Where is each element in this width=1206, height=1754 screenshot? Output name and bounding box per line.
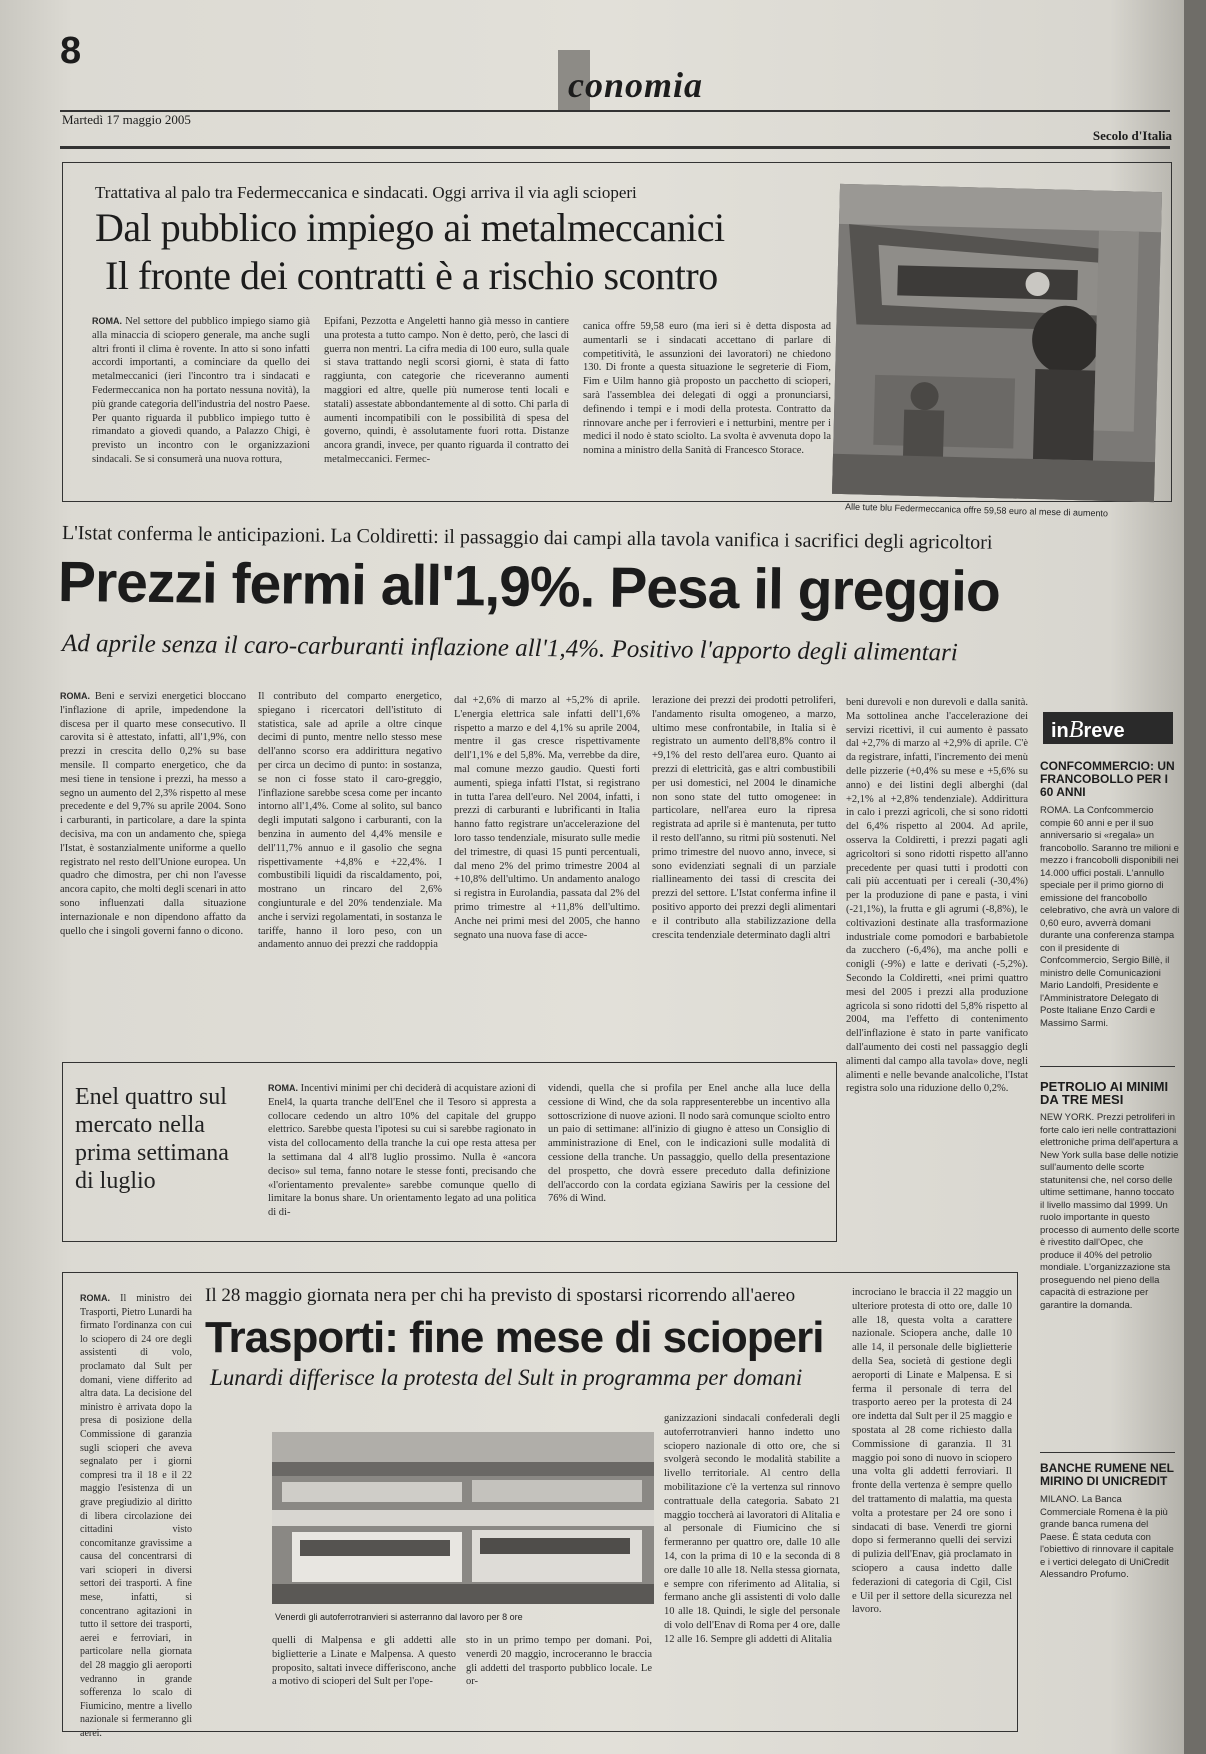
in-breve-item: [1040, 760, 1180, 1085]
article-contracts-headline-line1: Dal pubblico impiego ai metalmeccanici: [95, 205, 725, 250]
article-transport-subheadline: Lunardi differisce la protesta del Sult in programma per domani: [210, 1365, 803, 1390]
dateline: ROMA.: [92, 316, 122, 326]
article-transport-column-c: ganizzazioni sindacali confederali degli autoferrotranvieri hanno indetto uno sciopero nazionale di otto ore, che si svolgerà secondo le modalità stabilite a livello territoriale. Al centro della mobilitazione c'è la vertenza sul rinnovo contrattuale della categoria. Sabato 21 maggio toccherà ai lavoratori di Alitalia e al personale di Fiumicino che si fermeranno per quattro ore, dalle 10 alle 14, con la prima di 10 e la seconda di 8 ore dalle 10 alle 18. Nella stessa giornata, e sempre con riferimento ad Alitalia, si fermano anche gli assistenti di volo dalle 10 alle 18. Quindi, le sigle del personale di volo dell'Enav di Roma per 4 ore, dalle 12 alle 16. Sempre gli addetti di Alitalia: [664, 1413, 840, 1645]
in-breve-item: [1040, 1080, 1180, 1472]
article-enel-column-2: videndi, quella che si profila per Enel anche alla luce della cessione di Wind, che da sola rappresenterebbe un incentivo alla sottoscrizione di nuove azioni. Il nodo sarà comunque sciolto entro un paio di settimane: all'inizio di giugno è atteso un Consiglio di amministrazione di Enel, con le indicazioni sulle modalità di cessione della tranche. Un passaggio, quello della presentazione del prospetto, che dovrà essere preceduto dalla definizione dell'accordo con la cordata egiziana Sawiris per la cessione del 76% di Wind.: [548, 1083, 830, 1205]
article-enel-headline: Enel quattro sul mercato nella prima settimana di luglio: [75, 1084, 229, 1194]
article-prices-kicker: L'Istat conferma le anticipazioni. La Coldiretti: il passaggio dai campi alla tavola vanifica i sacrifici degli agricoltori: [61, 522, 993, 554]
article-prices-column-3: dal +2,6% di marzo al +5,2% di aprile. L'energia elettrica sale infatti dell'1,6% rispetto a marzo e del 4,1% su aprile 2004, mentre il gas cresce rispettivamente dell'1,1% e del 5,8%. Ma, verrebbe da dire, mal comune mezzo gaudio. Questi forti aumenti, spiega infatti l'Istat, si registrano in tutta l'area dell'euro. Nel 2004, infatti, i prezzi di carburanti e lubrificanti in Italia hanno fatto registrare un'accelerazione del loro tasso tendenziale, misurato sulle medie del trimestre, di quasi 15 punti percentuali, dal meno 2% del primo trimestre 2004 al +10,8% dell'ultimo. Un andamento analogo si registra in Eurolandia, passata dal 2% del primo trimestre al +11,8% dell'ultimo. Anche nei primi mesi del 2005, che hanno segnato una nuova fase di acce-: [454, 695, 640, 941]
article-prices-column-1: ROMA. Beni e servizi energetici bloccano l'inflazione di aprile, impedendone la discesa per il quarto mese consecutivo. Il carovita si è attestato, infatti, all'1,9%, con prezzi in crescita dello 0,2% su base mensile. Il comparto energetico, che da mesi tiene in tensione i prezzi, ha messo a segno un aumento del 2,3% rispetto al mese precedente e del 9,7% su aprile 2004. Sono i carburanti, in particolare, a dare la spinta decisiva, ma con un andamento che, spiega l'Istat, è sostanzialmente uniforme a quello registrato nel resto dell'Unione europea. Un quadro che dimostra, per chi non l'avesse ancora capito, che molti degli scenari in atto sono influenzati dalla situazione internazionale e non dipendono affatto da quello che i singoli governi fanno o dicono.: [60, 691, 247, 937]
article-prices-subheadline: Ad aprile senza il caro-carburanti inflazione all'1,4%. Positivo l'apporto degli alimentari: [61, 630, 958, 667]
article-prices-headline: Prezzi fermi all'1,9%. Pesa il greggio: [57, 550, 1001, 624]
article-contracts-column-1: ROMA. Nel settore del pubblico impiego siamo già alla minaccia di sciopero generale, ma anche sugli altri fronti il clima è rovente. In atto si sono infatti accordi importanti, a cominciare da quello dei metalmeccanici (ieri l'incontro tra i sindacati e Federmeccanica non ha portato nessuna novità), la più grande categoria dell'industria del nostro Paese. Per quanto riguarda il pubblico impiego tutto è rimandato a giovedì quando, a Palazzo Chigi, è previsto un incontro con le organizzazioni sindacali. Se si consumerà una nuova rottura,: [92, 316, 310, 465]
masthead-rule-top: [60, 110, 1170, 112]
article-transport-headline: Trasporti: fine mese di scioperi: [205, 1313, 824, 1362]
article-contracts-column-2: Epifani, Pezzotta e Angeletti hanno già messo in cantiere una protesta a tutto campo. Non è detto, però, che lasci di guerra non mentri. La cifra media di 100 euro, sulla quale si stava trattando negli scorsi giorni, è stata di fatto raggiunta, con categorie che riceveranno aumenti maggiori ed altre, quelle più numerose tenti locali e statali) assestate abbondantemente al di sotto. Chi parla di aumenti incompatibili con le possibilità di spesa del governo, quindi, è assolutamente fuori rotta. Distanze ancora grandi, invece, per quanto riguarda il contratto dei metalmeccanici. Fermec-: [324, 316, 569, 465]
page-gutter-shadow: [1184, 0, 1206, 1754]
dateline: ROMA.: [80, 1293, 110, 1303]
article-transport-column-b: sto in un primo tempo per domani. Poi, venerdì 20 maggio, incroceranno le braccia gli addetti del trasporto pubblico locale. Le or-: [466, 1635, 652, 1688]
article-prices-column-2: Il contributo del comparto energetico, spiegano i ricercatori dell'istituto di statistica, sale ad aprile a oltre cinque decimi di punto, mentre nello stesso mese dell'anno scorso era addirittura negativo per circa un decimo di punto: in sostanza, se non ci fosse stato il caro-greggio, l'inflazione sarebbe scesa come per incanto intorno all'1,4%. Come al solito, sul banco degli imputati salgono i carburanti, con la benzina in aumento del 4,4% mensile e dell'11,7% annuo e il gasolio che segna rispettivamente +4,8% e +22,4%. I combustibili liquidi da riscaldamento, poi, mostrano un rincaro del 2,6% congiunturale e del 20% tendenziale. Ma anche i servizi regolamentati, in sostanza le tariffe, hanno il loro peso, con un andamento annuo dei prezzi che raddoppia: [258, 691, 442, 951]
in-breve-item-body: NEW YORK. Prezzi petroliferi in forte calo ieri nelle contrattazioni elettroniche prima dell'apertura a New York sulla base delle notizie sull'aumento delle scorte statunitensi che, nel corso delle ultime settimane, hanno toccato il livello massimo dal 1999. Un ruolo importante in questo processo di aumento delle scorte è rivestito dall'Opec, che produce il 40% del petrolio mondiale. L'organizzazione sta proseguendo nel pieno della capacità di estrazione per garantire la domanda.: [1040, 1112, 1180, 1311]
dateline: ROMA.: [60, 691, 90, 701]
issue-date: Martedì 17 maggio 2005: [62, 112, 191, 127]
article-contracts-headline-line2: Il fronte dei contratti è a rischio scontro: [105, 253, 718, 298]
article-transport-column-a: quelli di Malpensa e gli addetti alle biglietterie a Linate e Malpensa. A questo proposito, saltati invece differiscono, anche a motivo di scioperi del Sult per l'ope-: [272, 1635, 456, 1688]
in-breve-item-title: BANCHE RUMENE NEL MIRINO DI UNICREDIT: [1040, 1461, 1174, 1488]
in-breve-divider: [1040, 1452, 1175, 1453]
dateline: ROMA.: [268, 1083, 298, 1093]
in-breve-item-body: ROMA. La Confcommercio compie 60 anni e per il suo anniversario si «regala» un francobollo. Saranno tre milioni e mezzo i francobolli disponibili nei 14.000 uffici postali. L'annullo speciale per il primo giorno di emissione del francobollo celebrativo, che avrà un valore di 0,60 euro, avverrà domani durante una conferenza stampa con il presidente di Confcommercio, Sergio Billè, il ministro delle Comunicazioni Mario Landolfi, Presidente e l'Amministratore Delegato di Poste Italiane Enzo Cardi e Massimo Sarmi.: [1040, 805, 1180, 1029]
in-breve-item: [1040, 1462, 1180, 1694]
article-contracts-kicker: Trattativa al palo tra Federmeccanica e sindacati. Oggi arriva il via agli scioperi: [95, 183, 637, 202]
article-prices-column-4: lerazione dei prezzi dei prodotti petroliferi, l'andamento risulta omogeneo, a marzo, ultimo mese confrontabile, in Italia si è registrato un aumento dell'8,8% contro il +9,1% del resto dell'area euro. Quanto ai prezzi di elettricità, gas e altri combustibili per usi domestici, nel 2004 le dinamiche non sono state del tutto omogenee: in particolare, nell'area euro la ripresa registrata ad aprile si è mantenuta, per tutto il resto dell'anno, su ritmi più sostenuti. Nel primo trimestre del nuovo anno, invece, si sono evidenziati segnali di un parziale riallineamento dei tassi di crescita dei prezzi del settore. L'Istat conferma infine il positivo apporto dei prezzi degli alimentari e il contributo alla stabilizzazione della crescita tendenziale determinato dagli altri: [652, 695, 836, 941]
section-title: conomia: [568, 65, 704, 105]
article-transport-column-d: incrociano le braccia il 22 maggio un ulteriore protesta di otto ore, dalle 10 alle 18, questa volta a carattere nazionale. Sciopera anche, dalle 10 alle 14, il personale delle biglietterie della Sea, società di gestione degli aeroporti di Linate e Malpensa. E si ferma il personale di terra del trasporto aereo per la protesta di 24 ore indetta dal Sult per il 25 maggio e spostata al 28 come richiesto dalla Commissione di garanzia. Il 31 maggio poi sono di nuovo in sciopero una volta gli addetti ferroviari. Il fronte della vertenza è sempre quello del trattamento di malattia, ma questa volta a protestare per 24 ore sono i sindacati di base. Venerdì tre giorni dopo si fermeranno quelli dei servizi di pulizia dell'Enav, già proclamato in sciopero a causa indetto dalle federazioni di categoria di Cgil, Cisl e Uil per il settore della sicurezza nel lavoro.: [852, 1287, 1012, 1616]
article-contracts-column-3: canica offre 59,58 euro (ma ieri si è detta disposta ad aumentarli se i sindacati accettano di parlare di competitività, le assunzioni dei lavoratori) ne chiedono 130. Di fronte a questa situazione le segreterie di Fiom, Fim e Uilm hanno già proposto un pacchetto di scioperi, sarà l'assemblea dei delegati di oggi a pronunciarsi, definendo i tempi e i modi della protesta. Contratto da rinnovare anche per i ferrovieri e i netturbini, mentre per i medici il nodo è stato sciolto. La svolta è avvenuta dopo la nomina a ministro della Sanità di Francesco Storace.: [583, 321, 831, 457]
workers-assembly-line-photo: [832, 184, 1162, 502]
workers-photo-caption: Alle tute blu Federmeccanica offre 59,58 euro al mese di aumento: [844, 501, 1109, 519]
newspaper-name: Secolo d'Italia: [1092, 128, 1172, 143]
article-enel-column-1: ROMA. Incentivi minimi per chi deciderà di acquistare azioni di Enel4, la quarta tranche dell'Enel che il Tesoro si appresta a collocare cedendo un altro 10% del capitale del gruppo elettrico. Sarebbe questa l'ipotesi su cui si sarebbe ragionato in vista del collocamento della tranche la cui ope resta attesa per la settimana dal 4 all'8 luglio prossimo. Nulla è «ancora deciso» sul tema, fanno notare le stesse fonti, precisando che «l'orientamento prevalente» sarebbe comunque quello di limitare la bonus share. Un orientamento legato ad una politica di di-: [268, 1083, 536, 1219]
article-transport-kicker: Il 28 maggio giornata nera per chi ha previsto di spostarsi ricorrendo all'aereo: [205, 1285, 796, 1306]
in-breve-logo: inBreve: [1043, 712, 1173, 744]
bus-photo-caption: Venerdì gli autoferrotranvieri si asterranno dal lavoro per 8 ore: [275, 1612, 523, 1622]
in-breve-item-title: CONFCOMMERCIO: UN FRANCOBOLLO PER I 60 ANNI: [1040, 759, 1175, 799]
masthead-rule-bottom: [60, 146, 1170, 149]
article-transport-column-left: ROMA. Il ministro dei Trasporti, Pietro Lunardi ha firmato l'ordinanza con cui lo sciopero di 24 ore degli assistenti di volo, proclamato dal Sult per domani, viene differito ad altra data. La decisione del ministro è arrivata dopo la presa di posizione della Commissione di garanzia sugli scioperi che aveva segnalato per i giorni compresi tra il 18 e il 22 maggio l'esistenza di un grave pregiudizio al diritto di libera circolazione dei cittadini visto concomitanze gravissime a causa del concentrarsi di vari scioperi in diversi settori dei trasporti. A fine mese, infatti, si concentrano agitazioni in tutto il settore dei trasporti, aerei e ferroviari, in particolare nella giornata del 28 maggio gli aeroporti vedranno in grande sofferenza lo scalo di Fiumicino, mentre a livello nazionale si fermeranno gli aerei.: [80, 1293, 192, 1739]
in-breve-item-body: MILANO. La Banca Commerciale Romena è la più grande banca rumena del Paese. È stata ceduta con l'obiettivo di rinnovare il capitale e i vertici delegato di UniCredit Alessandro Profumo.: [1040, 1494, 1174, 1580]
article-prices-column-5: beni durevoli e non durevoli e dalla sanità. Ma sottolinea anche l'accelerazione dei servizi ricettivi, il cui aumento è passato dal +2,7% di marzo al +2,9% di aprile. C'è da registrare, infatti, l'incremento dei menù delle pizzerie (+0,4% su mese e +5,6% su anno) e dei listini degli alberghi (dal +2,1% al +2,8% tendenziale). Addirittura in calo i prezzi agricoli, che si sono ridotti del 6,4% rispetto al 2004. Ad aprile, osserva la Coldiretti, i prezzi pagati agli agricoltori si sono ridotti rispetto all'anno precedente per quasi tutti i prodotti con cali più accentuati per i cereali (-30,4%) per la produzione di pane e pasta, i vini (-21,1%), la frutta e gli agrumi (-8,8%), le coltivazioni destinate alla trasformazione industriale come pomodori e barbabietole da zucchero (-6,4%), ma anche polli e conigli (-9%) e latte e derivati (-5,2%). Secondo la Coldiretti, «nei primi quattro mesi del 2005 i prezzi alla produzione agricola si sono ridotti del 5,8% rispetto al 2004, ma l'effetto di contenimento dell'inflazione è stato in parte vanificato dall'aumento dei costi nel passaggio degli alimenti dal campo alla tavola» dove, negli alimenti e nelle bevande analcoliche, l'Istat registra solo una riduzione dello 0,2%.: [846, 697, 1028, 1095]
bus-depot-photo: [272, 1432, 654, 1604]
page-number: 8: [60, 30, 82, 72]
in-breve-divider: [1040, 1066, 1175, 1067]
in-breve-item-title: PETROLIO AI MINIMI DA TRE MESI: [1040, 1079, 1169, 1107]
